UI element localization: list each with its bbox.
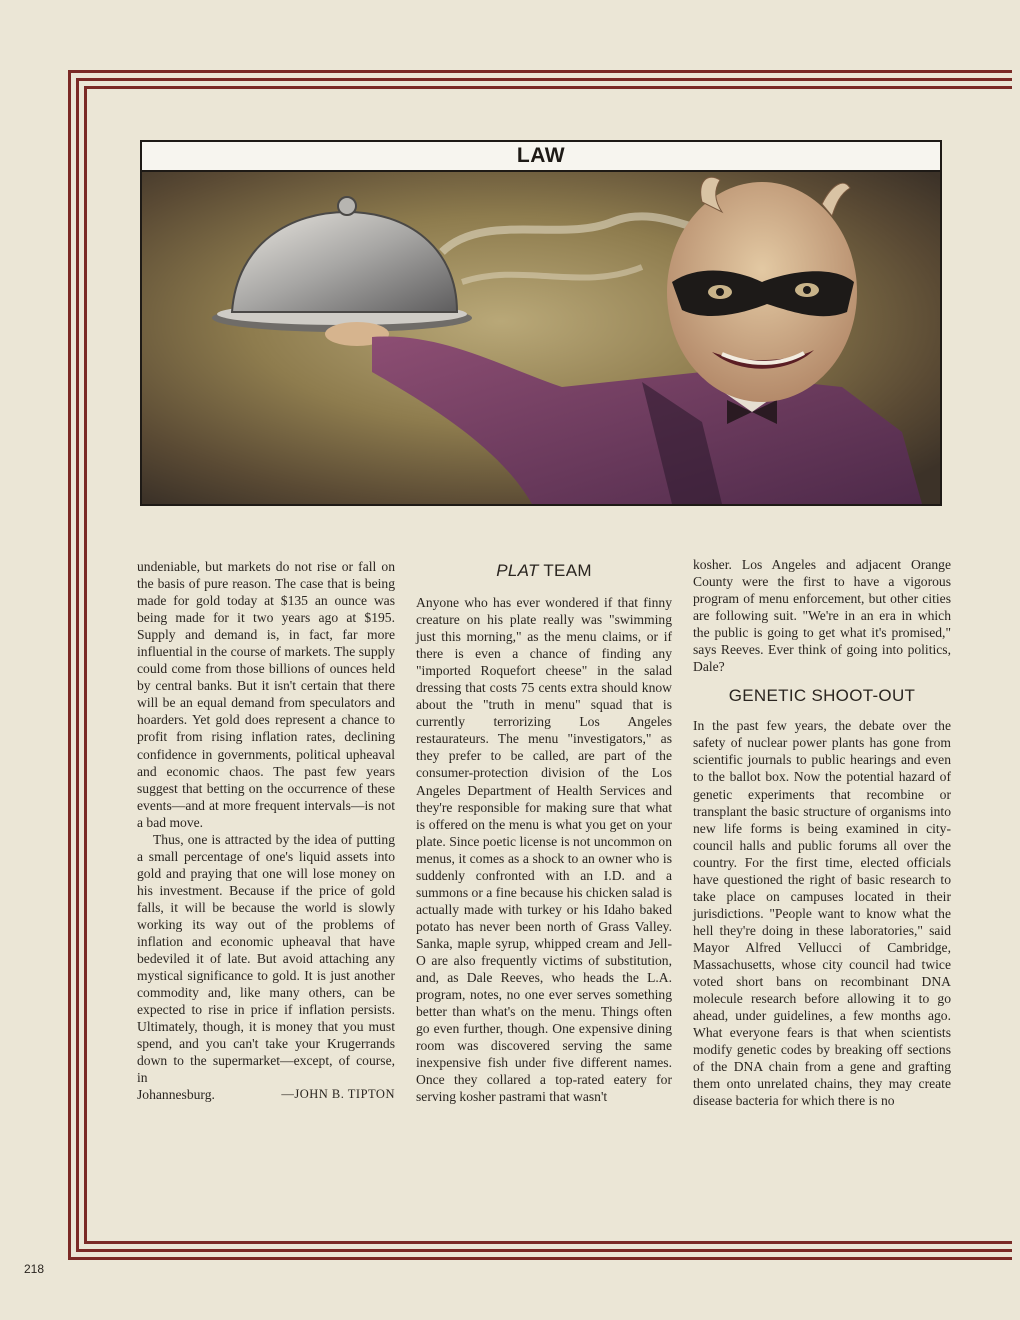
frame-rule-top-outer xyxy=(68,70,1012,73)
signoff-last-line: Johannesburg. xyxy=(137,1087,215,1103)
author-byline: —JOHN B. TIPTON xyxy=(281,1087,395,1102)
plat-team-heading xyxy=(416,560,672,582)
frame-rule-bottom-middle xyxy=(76,1249,1012,1252)
frame-rule-left-outer xyxy=(68,70,71,1260)
column1-paragraph-1: undeniable, but markets do not rise or fall on the basis of pure reason. The case that is being made for gold today at $135 an ounce was being made for it two years ago at $195. Supply and demand is, in fact, far more influential in the course of markets. The supply could come from those billions of ounces held by central banks. But it isn't certain that there will be an equal demand from speculators and hoarders. Yet gold does represent a chance to profit from rising inflation rates, declining confidence in governments, political upheaval and economic chaos. The past few years suggest that betting on the occurrence of these events—and at more frequent intervals—is not a bad move. xyxy=(137,559,395,830)
heading-italic-word: PLAT xyxy=(496,561,539,580)
article-column-3 xyxy=(693,556,951,1109)
devil-waiter-illustration xyxy=(142,172,940,504)
article-column-2 xyxy=(416,560,672,1105)
frame-rule-left-inner xyxy=(84,86,87,1244)
frame-rule-top-inner xyxy=(84,86,1012,89)
column3-paragraph-1: kosher. Los Angeles and adjacent Orange County were the first to have a vigorous program of menu enforcement, but other cities are following suit. "We're in an era in which the public is going to get what it's promised," says Reeves. Ever think of going into politics, Dale? xyxy=(693,557,951,675)
frame-rule-top-middle xyxy=(76,78,1012,81)
page-number: 218 xyxy=(24,1262,45,1276)
section-title: LAW xyxy=(142,142,940,172)
frame-rule-bottom-inner xyxy=(84,1241,1012,1244)
heading-rest: TEAM xyxy=(538,561,592,580)
column3-paragraph-2: In the past few years, the debate over the safety of nuclear power plants has gone from scientific journals to public hearings and even to the ballot box. Now the potential hazard of genetic experiments that recombine or transplant the basic structure of organisms into new life forms is being examined in city-council halls and public forums all over the country. For the first time, elected officials have questioned the right of basic research to take place on campuses located in their jurisdictions. "People want to know what the hell they're doing in these laboratories," said Mayor Alfred Vellucci of Cambridge, Massachusetts, whose city council had twice voted short bans on recombinant DNA molecule research before allowing it to go ahead, under guidelines, a few months ago. What everyone fears is that when scientists modify genetic codes by breaking off sections of the DNA chain from a gene and grafting them onto unrelated chains, they may create disease bacteria for which there is no xyxy=(693,718,951,1109)
genetic-shootout-heading: GENETIC SHOOT-OUT xyxy=(728,686,916,706)
illustration-svg xyxy=(142,172,940,504)
frame-rule-bottom-outer xyxy=(68,1257,1012,1260)
column2-paragraph-1: Anyone who has ever wondered if that finny creature on his plate really was "swimming just this morning," as the menu claims, or if there is even a chance of finding any "imported Roquefort cheese" in the salad dressing that costs 75 cents extra should know about the "truth in menu" squad that is currently terrorizing Los Angeles restaurateurs. The menu "investigators," as they prefer to be called, are part of the consumer-protection division of the Los Angeles Department of Health Services and they're responsible for making sure that what is offered on the menu is what you get on your plate. Since poetic license is not uncommon on menus, it comes as a shock to an owner who is suddenly confronted with an I.D. and a summons or a fine because his chicken salad is actually made with turkey or his Idaho baked potato has never been north of Grass Valley. Sanka, maple syrup, whipped cream and Jell-O are also frequently victims of substitution, and, as Dale Reeves, who heads the L.A. program, notes, no one ever serves something better than what's on the menu. Things often go even further, though. One expensive dining room was discovered serving the same inexpensive fish under five different names. Once they collared a top-rated eatery for serving kosher pastrami that wasn't xyxy=(416,595,672,1105)
frame-rule-left-middle xyxy=(76,78,79,1252)
section-header-box xyxy=(140,140,942,506)
article-column-1 xyxy=(137,558,395,1104)
column1-paragraph-2: Thus, one is attracted by the idea of putting a small percentage of one's liquid assets into gold and praying that one will lose money on his investment. Because if the price of gold falls, it will be because the world is slowly working its way out of the problems of inflation and economic upheaval that have bedeviled it of late. But avoid attaching any mystical significance to gold. It is just another commodity and, like many others, can be expected to rise in price if inflation persists. Ultimately, though, it is money that you must spend, and you can't take your Krugerrands down to the supermarket—except, of course, in xyxy=(137,831,395,1086)
article-signoff xyxy=(137,1086,395,1103)
